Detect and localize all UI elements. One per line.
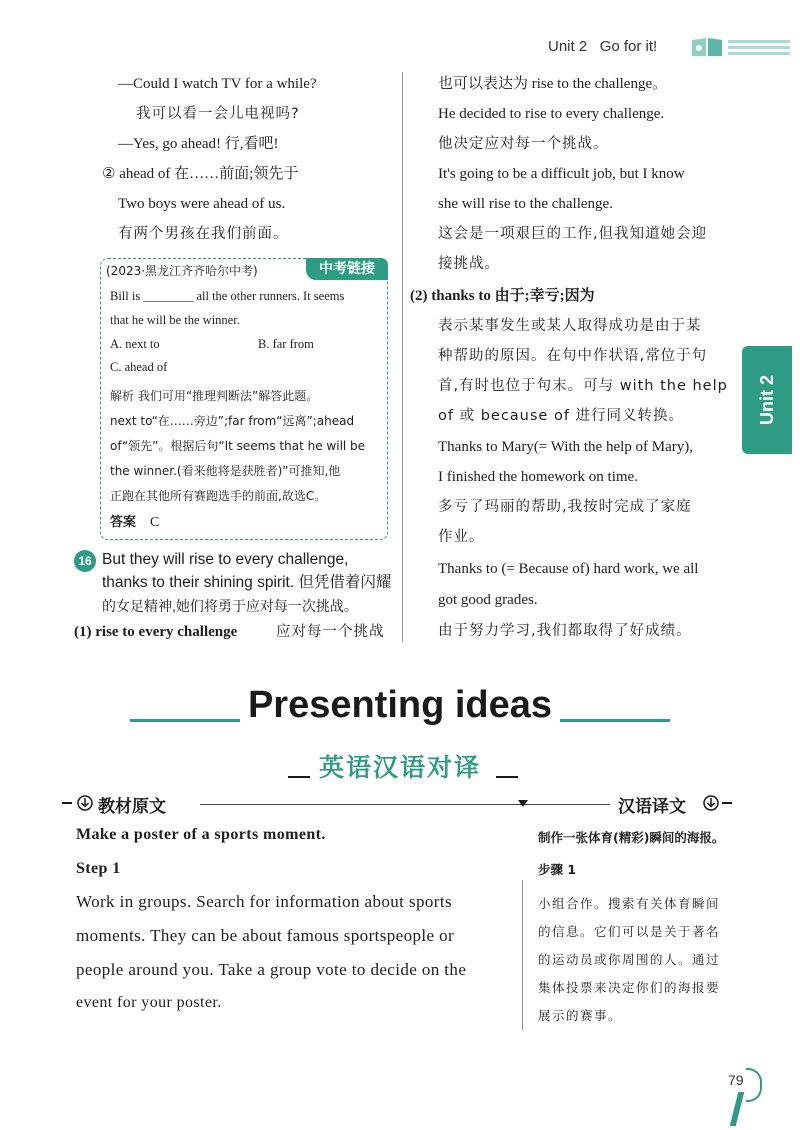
sentence-line: thanks to their shining spirit. 但凭借着闪耀 bbox=[102, 574, 392, 591]
section-title: Presenting ideas bbox=[247, 684, 553, 726]
text-line: 有两个男孩在我们前面。 bbox=[118, 226, 289, 242]
translation-heading: 制作一张体育(精彩)瞬间的海报。 bbox=[538, 830, 725, 845]
translation-step: 步骤 1 bbox=[538, 862, 577, 877]
exam-link-tag: 中考链接 bbox=[306, 258, 388, 280]
option-c: C. ahead of bbox=[110, 360, 168, 374]
text-line: 表示某事发生或某人取得成功是由于某 bbox=[438, 318, 702, 334]
translation-header: 汉语译文 bbox=[618, 797, 686, 817]
translation-line: 展示的赛事。 bbox=[538, 1008, 623, 1023]
text-line: 他决定应对每一个挑战。 bbox=[438, 136, 609, 152]
translation-line: 的运动员或你周围的人。通过 bbox=[538, 952, 721, 967]
question-text: Bill is ________ all the other runners. It seems bbox=[110, 289, 345, 303]
original-step: Step 1 bbox=[76, 860, 121, 877]
analysis-text: 解析 我们可用“推理判断法”解答此题。 bbox=[110, 389, 319, 403]
book-icon bbox=[690, 34, 724, 58]
phrase-meaning: 应对每一个挑战 bbox=[276, 624, 385, 640]
analysis-text: 正跑在其他所有赛跑选手的前面,故选C。 bbox=[110, 489, 327, 503]
question-text: that he will be the winner. bbox=[110, 313, 240, 327]
option-a: A. next to bbox=[110, 337, 160, 351]
text-line: of 或 because of 进行同义转换。 bbox=[438, 408, 685, 424]
down-circle-icon bbox=[702, 794, 720, 812]
analysis-text: next to“在……旁边”;far from“远离”;ahead bbox=[110, 414, 355, 428]
header-dash bbox=[722, 802, 732, 804]
sentence-line: 的女足精神,她们将勇于应对每一次挑战。 bbox=[102, 598, 358, 614]
text-line: —Could I watch TV for a while? bbox=[118, 76, 317, 92]
translation-line: 小组合作。搜索有关体育瞬间 bbox=[538, 896, 721, 911]
page-corner-mark bbox=[730, 1092, 744, 1126]
sentence-line: But they will rise to every challenge, bbox=[102, 551, 349, 568]
text-line: 首,有时也位于句末。可与 with the help bbox=[438, 378, 728, 394]
item-number-badge: 16 bbox=[74, 550, 96, 572]
text-line: 也可以表达为 rise to the challenge。 bbox=[438, 76, 668, 92]
original-body-line: event for your poster. bbox=[76, 994, 222, 1011]
text-line: It's going to be a difficult job, but I know bbox=[438, 166, 685, 182]
header-dash bbox=[62, 802, 72, 804]
option-b: B. far from bbox=[258, 337, 314, 351]
section-subtitle: 英语汉语对译 bbox=[318, 753, 481, 782]
text-line: 我可以看一会儿电视吗? bbox=[136, 106, 300, 122]
text-line: Thanks to (= Because of) hard work, we all bbox=[438, 561, 699, 577]
text-line: 作业。 bbox=[438, 529, 485, 545]
header-stripes bbox=[728, 38, 790, 58]
original-text-header: 教材原文 bbox=[98, 797, 166, 817]
text-line: 由于努力学习,我们都取得了好成绩。 bbox=[438, 623, 692, 639]
triangle-marker-icon bbox=[516, 798, 530, 810]
text-line: Thanks to Mary(= With the help of Mary), bbox=[438, 439, 694, 455]
text-line: ② ahead of 在……前面;领先于 bbox=[102, 166, 299, 182]
translation-line: 集体投票来决定你们的海报要 bbox=[538, 980, 721, 995]
exam-source: (2023·黑龙江齐齐哈尔中考) bbox=[106, 264, 258, 278]
translation-line: 的信息。它们可以是关于著名 bbox=[538, 924, 721, 939]
text-line: He decided to rise to every challenge. bbox=[438, 106, 665, 122]
phrase-label: (2) thanks to 由于;幸亏;因为 bbox=[410, 288, 595, 304]
text-line: 多亏了玛丽的帮助,我按时完成了家庭 bbox=[438, 499, 692, 515]
header-unit: Unit 2 bbox=[548, 38, 588, 55]
page-number-arc bbox=[746, 1068, 762, 1102]
text-line: she will rise to the challenge. bbox=[438, 196, 613, 212]
original-body-line: moments. They can be about famous sportspeople or bbox=[76, 926, 455, 945]
text-line: 这会是一项艰巨的工作,但我知道她会迎 bbox=[438, 226, 708, 242]
text-line: Two boys were ahead of us. bbox=[118, 196, 286, 212]
phrase-label: (1) rise to every challenge bbox=[74, 624, 238, 640]
side-tab-label: Unit 2 bbox=[757, 375, 777, 426]
column-divider bbox=[402, 72, 403, 642]
down-circle-icon bbox=[76, 794, 94, 812]
translation-divider bbox=[522, 880, 523, 1030]
text-line: —Yes, go ahead! 行,看吧! bbox=[118, 136, 279, 152]
text-line: got good grades. bbox=[438, 592, 538, 608]
analysis-text: the winner.(看来他将是获胜者)”可推知,他 bbox=[110, 464, 341, 478]
answer-value: C bbox=[150, 515, 160, 530]
header-subtitle: Go for it! bbox=[599, 38, 658, 55]
unit-side-tab bbox=[742, 346, 792, 454]
header-rule bbox=[200, 804, 610, 805]
original-heading: Make a poster of a sports moment. bbox=[76, 826, 326, 843]
original-body-line: people around you. Take a group vote to decide on the bbox=[76, 960, 467, 979]
analysis-text: of“领先”。根据后句“It seems that he will be bbox=[110, 439, 366, 453]
answer-label: 答案 bbox=[110, 515, 137, 530]
page-number: 79 bbox=[728, 1072, 744, 1088]
original-body-line: Work in groups. Search for information about sports bbox=[76, 892, 452, 911]
running-header bbox=[548, 38, 657, 55]
text-line: 接挑战。 bbox=[438, 256, 500, 272]
text-line: I finished the homework on time. bbox=[438, 469, 638, 485]
text-line: 种帮助的原因。在句中作状语,常位于句 bbox=[438, 348, 708, 364]
